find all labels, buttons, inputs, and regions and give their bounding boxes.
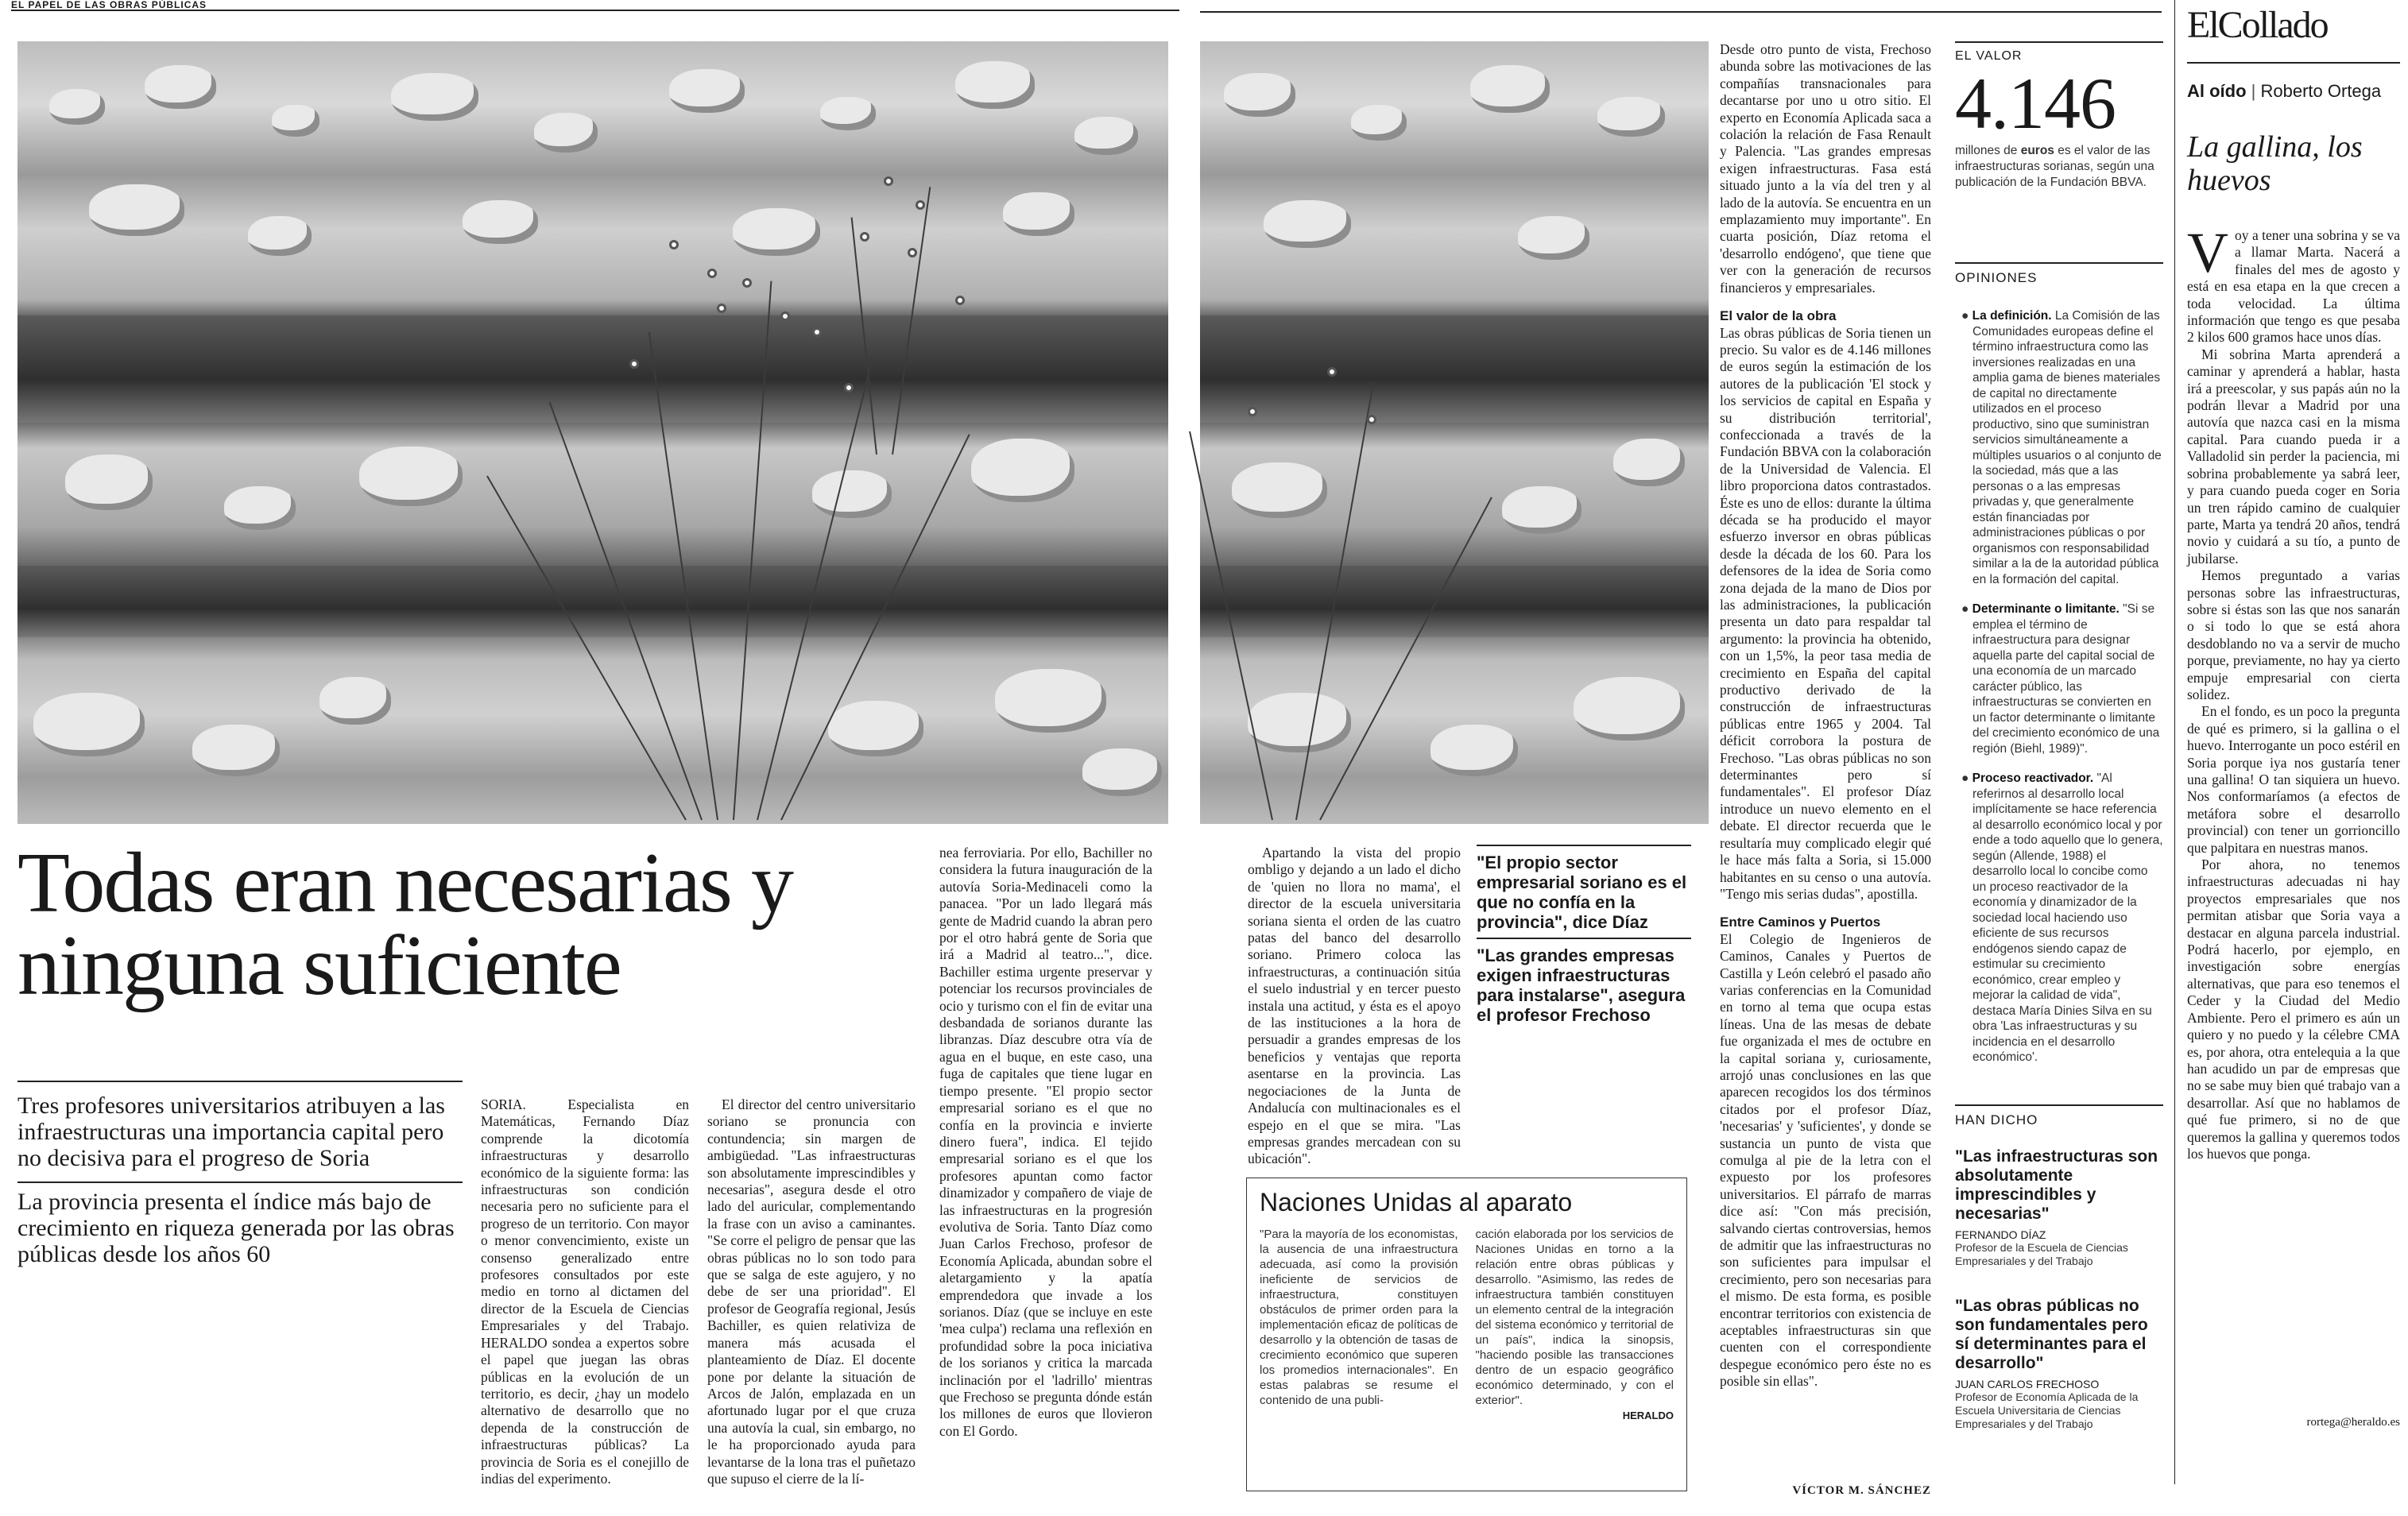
un-box-col-1: "Para la mayoría de los economistas, la ausencia de una infraestructura adecuada, así como la provisión ineficiente de servicios de infraestructura, constituyen obstáculos de primer orden para la implementación eficaz de políticas de desarrollo y la obtención de tasas de crecimiento económico que superen los promedios internacionales". En estas palabras se resume el contenido de una publi- xyxy=(1260,1228,1458,1407)
article-col-3: nea ferroviaria. Por ello, Bachiller no considera la futura inauguración de la autovía Soria-Medinaceli como la panacea. "Por un lado llegará más gente de Madrid cuando la abran pero por el otro habrá gente de Soria que irá a Madrid al teatro...", dice. Bachiller estima urgente preservar y potenciar los recursos provinciales de ocio y turismo con el fin de evitar una desbandada de sorianos durante las libranzas. Díaz descubre otra vía de agua en el buque, en este caso, una fuga de capitales que tiene lugar en tiempo presente. "El propio sector empresarial soriano es el que no confía en la provincia e invierte dinero fuera", indica. El tejido empresarial soriano es el que los profesores apuntan como factor dinamizador y compañero de viaje de las infraestructuras en la progresión evolutiva de Soria. Tanto Díaz como Juan Carlos Frechoso, profesor de Economía Aplicada, abundan sobre el aletargamiento y la apatía emprendedora que invade a los sorianos. Díaz (que se incluye en este 'mea culpa') reclama una reflexión en profundidad sobre la poca iniciativa de los sorianos y critica la marcada inclinación por el 'ladrillo' mientras que Frechoso se pregunta dónde están los millones de euros que llovieron con El Gordo. xyxy=(939,845,1152,1439)
article-col-5: Desde otro punto de vista, Frechoso abunda sobre las motivaciones de las compañías transnacionales para decantarse por uno u otro sitio. El experto en Economía Aplicada saca a colación la relación de Fasa Renault y Palencia. "Las grandes empresas exigen infraestructuras. Fasa está situado junto a la vía del tren y al lado de la autovía. Se encuentra en un emplazamiento muy importante". En cuarta posición, Díaz retoma el 'desarrollo endógeno', que tiene que ver con la generación de recursos financieros y empresariales. El valor de la obra Las obras públicas de Soria tienen un precio. Su valor es de 4.146 millones de euros según la estimación de los autores de la publicación 'El stock y los servicios de capital en España y su distribución territorial', confeccionada a través de la Fundación BBVA con la colaboración de la Universidad de Valencia. El libro proporciona datos contrastados. Éste es uno de ellos: durante la última década se ha producido el mayor esfuerzo inversor en obras públicas desde la década de los 60. Para los defensores de la idea de Soria como zona dejada de la mano de Dios por las administraciones, la publicación presenta un dato para respaldar tal argumento: la provincia ha obtenido, con un 1,5%, la peor tasa media de crecimiento en España del capital productivo derivado de la construcción de infraestructuras públicas entre 1965 y 2004. Tal déficit corrobora la postura de Frechoso. "Las obras públicas no son determinantes pero sí fundamentales". El profesor Díaz introduce un nuevo elemento en el debate. El director recuerda que le resultaría muy complicado elegir qué le hace más falta a Soria, si 15.000 habitantes en su censo o una autovía. "Tengo mis serias dudas", apostilla. Entre Caminos y Puertos El Colegio de Ingenieros de Caminos, Canales y Puertos de Castilla y León celebró el pasado año varias conferencias en la Comunidad en torno al tema que ocupa estas líneas. Una de las mesas de debate fue organizada el mes de octubre en la capital soriana y, curiosamente, arrojó unas conclusiones en las que aparecen recogidos los dos términos citados por el profesor Díaz, 'necesarias' y 'suficientes', y donde se sustancia un punto de vista que comulga al pie de la letra con el expuesto por los profesores universitarios. El párrafo de marras dice así: "Con más precisión, salvando ciertas controversias, hemos de admitir que las infraestructuras no son suficientes para impulsar el crecimiento, pero son necesarias para el mismo. De esta forma, es posible encontrar territorios con existencia de aceptables infraestructuras sin que cuenten con el correspondiente despegue económico pero éste no es posible sin ellas". xyxy=(1720,41,1931,1390)
column-body: Voy a tener una sobrina y se va a llamar Marta. Nacerá a finales del mes de agosto y está en esa etapa en la que crecen a toda velocidad. La última información que tengo es que pesaba 2 kilos 600 gramos hace unos días. Mi sobrina Marta aprenderá a caminar y aprenderá a hablar, hasta irá a preescolar, y sus papás aún no la podrán llevar a Madrid por una autovía que nazca casi en la misma capital. Para cuando pueda ir a Valladolid sin perder la paciencia, mi sobrina probablemente ya sabrá leer, y para cuando pueda coger en Soria un tren rápido camino de cualquier parte, Marta ya tendrá 20 años, tendrá novio y cuidará a su tío, a punto de jubilarse. Hemos preguntado a varias personas sobre las infraestructuras, sobre si éstas son las que nos sanarán o si todo lo que se está ahora desdoblando no va a servir de mucho porque, previamente, no hay ya cierto empuje empresarial con cierta solidez. En el fondo, es un poco la pregunta de qué es primero, si la gallina o el huevo. Interrogante un poco estéril en Soria porque iya nos gustaría tener una gallina! O tan siquiera un huevo. Nos conformaríamos (a efectos de metáfora sobre el desarrollo provincial) con tener un gorrioncillo que palpitara en nuestras manos. Por ahora, no tenemos infraestructuras adecuadas ni hay proyectos empresariales que nos permitan atisbar que Soria vaya a destacar en alguna parcela industrial. Podrá hacerlo, por ejemplo, en investigación sobre energías alternativas, que para eso tenemos el Ceder y la Ciudad del Medio Ambiente. Pero el primero es aún un quiero y no puedo y la célebre CMA es, por ahora, otra entelequia a la que han acudido un par de empresas que no se sabe muy bien qué trabajo van a desarrollar. Así que no hablamos de qué fue primero, si no de que queremos la gallina y queremos todos los huevos que ponga. xyxy=(2187,221,2400,1162)
un-box-col-2: cación elaborada por los servicios de Naciones Unidas en torno a la relación entre obras públicas y desarrollo. "Asimismo, las redes de infraestructura también constituyen un elemento central de la integración del sistema económico y territorial de un país", indica la sinopsis, "haciendo posible las transacciones dentro de un espacio geográfico económico determinado, y con el exterior". xyxy=(1475,1228,1674,1407)
headline-title: Todas eran necesarias y ninguna suficiente xyxy=(17,836,792,1013)
column-title: La gallina, los huevos xyxy=(2187,130,2363,197)
headline-deck: La provincia presenta el índice más bajo de crecimiento en riqueza generada por las obras públicas desde los años 60 xyxy=(17,1189,455,1267)
column-byline: Al oído | Roberto Ortega xyxy=(2187,81,2382,101)
han-dicho-role-2: Profesor de Economía Aplicada de la Escuela Universitaria de Ciencias Empresariales y del Trabajo xyxy=(1955,1390,2139,1430)
value-text: millones de euros es el valor de las infraestructuras sorianas, según una publicación de la Fundación BBVA. xyxy=(1955,144,2154,189)
opinions-title: OPINIONES xyxy=(1955,270,2038,285)
han-dicho-box xyxy=(1955,1104,2163,1431)
column-email: rortega@heraldo.es xyxy=(2306,1416,2400,1429)
rail-bar xyxy=(1200,566,1709,637)
opinion-item: ● La definición. La Comisión de las Comunidades europeas define el término infraestructura como las inversiones realizadas en una amplia gama de bienes materiales de capital no directamente utilizados en el proceso productivo, sino que suministran servicios simultáneamente a múltiples usuarios o al conjunto de la sociedad, más que a las personas o a las empresas privadas y, que generalmente están financiadas por administraciones públicas o por organismos con responsabilidad similar a la de la autoridad pública en la formación del capital. xyxy=(1961,309,2162,586)
opinions-box xyxy=(1955,262,2163,1080)
pull-quote-2: "Las grandes empresas exigen infraestructuras para instalarse", asegura el profesor Frechoso xyxy=(1477,938,1691,1025)
han-dicho-quote-1: "Las infraestructuras son absolutamente imprescindibles y necesarias" xyxy=(1955,1147,2158,1223)
subheading-caminos: Entre Caminos y Puertos xyxy=(1720,915,1881,930)
headline-subtitle: Tres profesores universitarios atribuyen a las infraestructuras una importancia capital pero no decisiva para el progreso de Soria xyxy=(17,1093,445,1171)
sleeper xyxy=(1200,315,1709,423)
railway-photo-left xyxy=(17,41,1168,824)
byline: VÍCTOR M. SÁNCHEZ xyxy=(1792,1484,1931,1497)
han-dicho-role-1: Profesor de la Escuela de Ciencias Empresariales y del Trabajo xyxy=(1955,1241,2128,1267)
value-figure: 4.146 xyxy=(1955,63,2116,144)
sleeper xyxy=(17,315,1168,423)
subheading-valor: El valor de la obra xyxy=(1720,308,1837,324)
value-label: EL VALOR xyxy=(1955,49,2023,63)
un-box xyxy=(1246,1178,1687,1491)
column-divider xyxy=(2174,0,2175,1484)
railway-photo-right xyxy=(1200,41,1709,824)
value-box xyxy=(1955,41,2163,191)
column-masthead: ElCollado xyxy=(2187,4,2328,46)
article-col-2: El director del centro universitario soriano se pronuncia con contundencia; sin margen de ambigüedad. "Las infraestructuras son absolutamente imprescindibles y necesarias", asegura desde el otro lado del auricular, complementando la frase con un aviso a caminantes. "Se corre el peligro de pensar que las obras públicas no lo son todo para que se salga de este agujero, y no debe de ser una prioridad". El profesor de Geografía regional, Jesús Bachiller, es quien relativiza de manera más acusada el planteamiento de Díaz. El docente pone por delante la situación de Arcos de Jalón, emplazada en un afortunado lugar por el que cruza una autovía la cual, sin embargo, no le ha proporcionado ayuda para levantarse de la lona tras el puñetazo que supuso el cierre de la lí- xyxy=(707,1096,916,1487)
opinion-item: ● Determinante o limitante. "Si se emplea el término de infraestructura para designar aquella parte del capital social de una economía de un marcado carácter público, las infraestructuras se convierten en un factor determinante o limitante del crecimiento económico de una región (Biehl, 1989)". xyxy=(1961,602,2160,756)
subtitle-rule xyxy=(17,1181,463,1183)
han-dicho-title: HAN DICHO xyxy=(1955,1112,2038,1127)
section-header xyxy=(11,0,1179,11)
pull-quote-1: "El propio sector empresarial soriano es el que no confía en la provincia", dice Díaz xyxy=(1477,845,1691,932)
rail-bar xyxy=(17,566,1168,637)
un-box-title: Naciones Unidas al aparato xyxy=(1260,1188,1573,1216)
han-dicho-name-2: JUAN CARLOS FRECHOSO xyxy=(1955,1378,2100,1390)
opinion-item: ● Proceso reactivador. "Al referirnos al desarrollo local implícitamente se hace referencia al desarrollo económico local y por ende a todo aquello que lo genera, según (Allende, 1988) el desarrollo local lo concibe como un proceso reactivador de la economía y dinamizador de la sociedad local haciendo uso eficiente de sus recursos endógenos siendo capaz de estimular su crecimiento económico, crear empleo y mejorar la calidad de vida", destaca María Dinies Silva en su obra 'Las infraestructuras y su incidencia en el desarrollo económico'. xyxy=(1961,772,2163,1064)
top-rule-right xyxy=(1200,11,2162,13)
section-label: EL PAPEL DE LAS OBRAS PÚBLICAS xyxy=(11,0,207,10)
article-col-1: SORIA. Especialista en Matemáticas, Fernando Díaz comprende la dicotomía infraestructuras y desarrollo económico de la siguiente forma: las infraestructuras son condición necesaria pero no suficiente para el progreso de un territorio. Con mayor o menor convencimiento, existe un consenso generalizado entre profesores consultados por este medio en torno al dictamen del director de la Escuela de Ciencias Empresariales y del Trabajo. HERALDO sondea a expertos sobre el papel que juegan las obras públicas en la evolución de un territorio, es decir, ¿hay un modelo alternativo de desarrollo que no dependa de la construcción de infraestructuras públicas? La provincia de Soria es el conejillo de indias del experimento. xyxy=(481,1096,689,1487)
article-col-4: Apartando la vista del propio ombligo y dejando a un lado el dicho de 'quien no llora no mama', el director de la escuela universitaria soriana sienta el orden de las cuatro patas del banco del desarrollo soriano. Primero coloca las infraestructuras, a continuación sitúa el suelo industrial y en tercer puesto instala una actitud, y ésta es el apoyo de las instituciones a la hora de persuadir a grandes empresas de los beneficios y ventajas que reporta asentarse en la provincia. Las negociaciones de la Junta de Andalucía con multinacionales es el espejo en el que se mira. "Las empresas grandes mercadean con su ubicación". xyxy=(1248,845,1461,1167)
un-box-source: HERALDO xyxy=(1622,1410,1674,1421)
han-dicho-name-1: FERNANDO DÍAZ xyxy=(1955,1228,2046,1241)
drop-cap: V xyxy=(2187,221,2228,284)
opinion-column xyxy=(2187,0,2400,1510)
headline-rule xyxy=(17,1081,463,1082)
han-dicho-quote-2: "Las obras públicas no son fundamentales pero sí determinantes para el desarrollo" xyxy=(1955,1297,2148,1372)
